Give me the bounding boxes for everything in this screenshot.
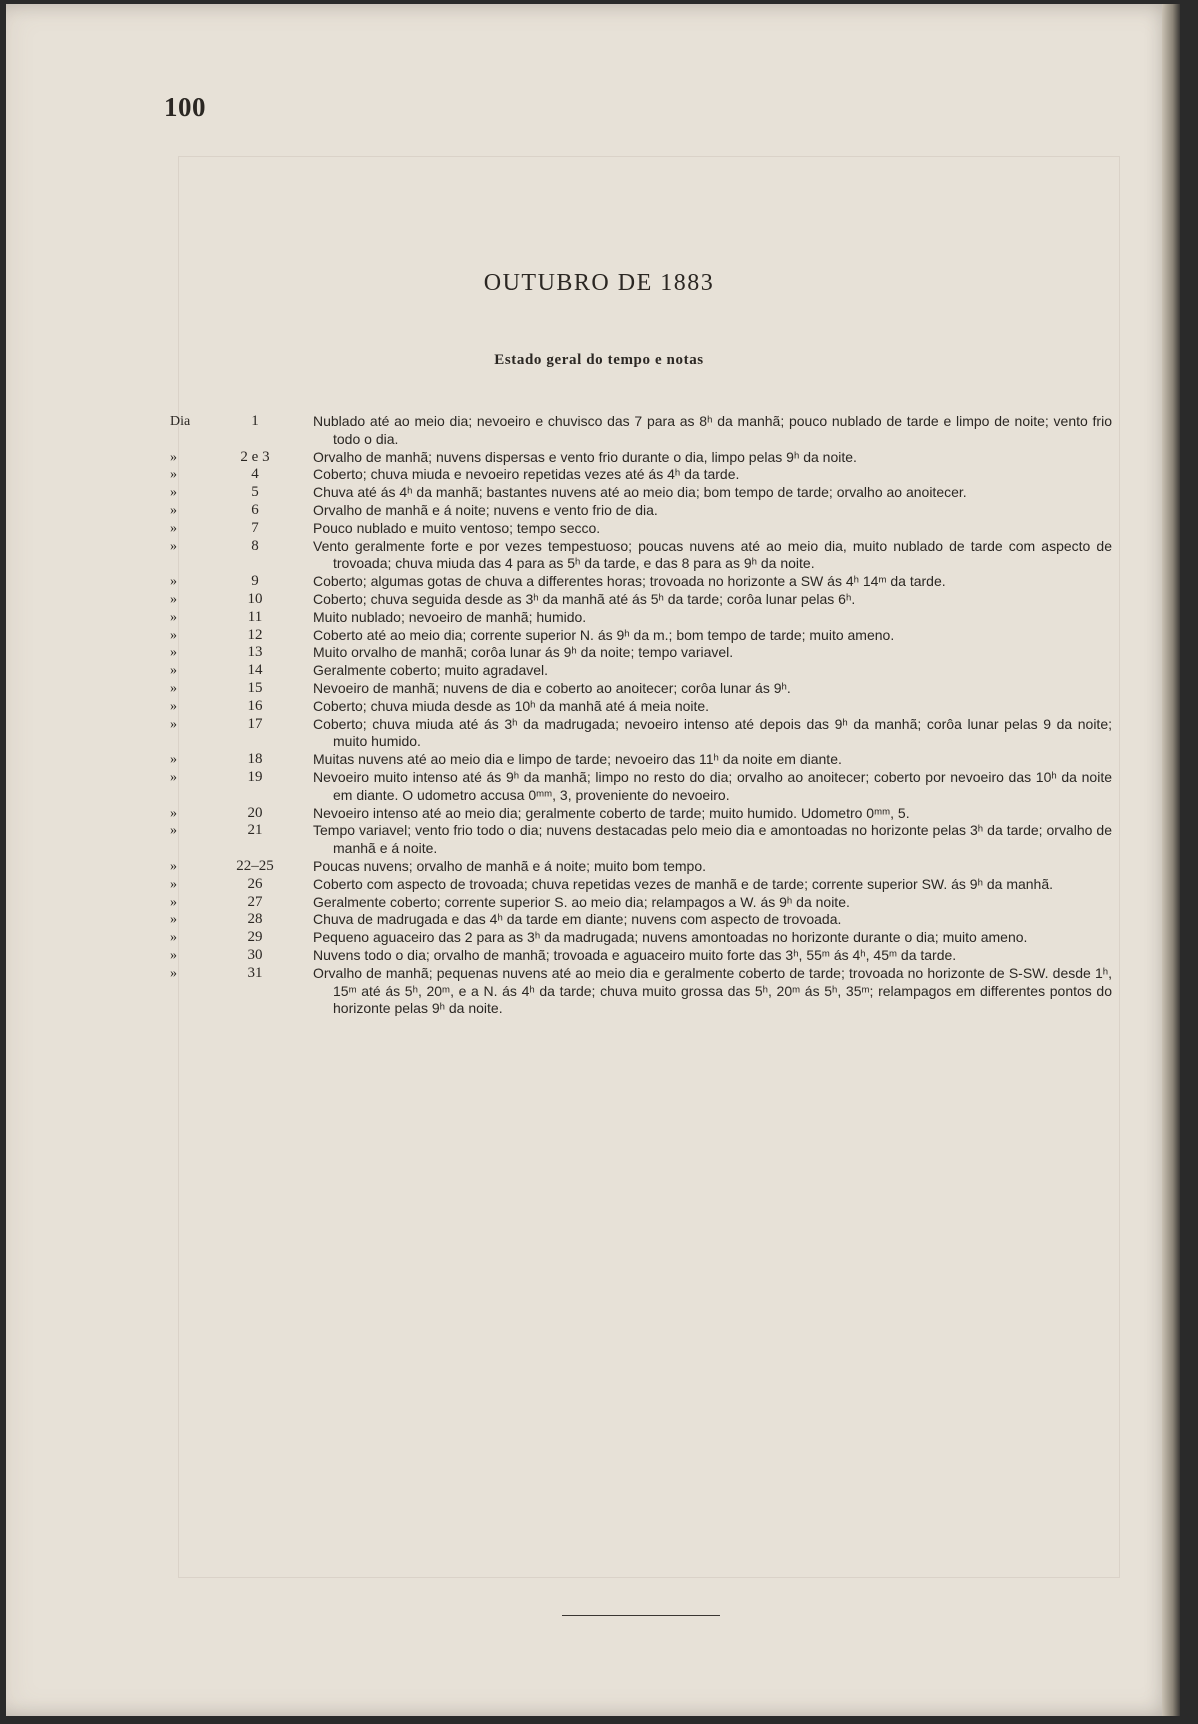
- weather-note-row: [0, 591, 1198, 609]
- day-prefix: »: [170, 965, 177, 981]
- day-prefix: »: [170, 858, 177, 874]
- weather-note-row: [0, 769, 1198, 805]
- weather-note-text: Nublado até ao meio dia; nevoeiro e chuvisco das 7 para as 8ʰ da manhã; pouco nublado de tarde e limpo de noite; vento frio todo o dia.: [313, 413, 1112, 447]
- day-number: 13: [247, 644, 263, 661]
- weather-note-row: [0, 609, 1198, 627]
- day-prefix: »: [170, 716, 177, 732]
- weather-note-text: Poucas nuvens; orvalho de manhã e á noite; muito bom tempo.: [313, 857, 707, 874]
- weather-note-row: [0, 911, 1198, 929]
- weather-note-row: [0, 858, 1198, 876]
- weather-note-text: Coberto; chuva seguida desde as 3ʰ da manhã até ás 5ʰ da tarde; corôa lunar pelas 6ʰ.: [313, 590, 856, 607]
- day-prefix: »: [170, 467, 177, 483]
- day-prefix: »: [170, 520, 177, 536]
- weather-note-text: Tempo variavel; vento frio todo o dia; nuvens destacadas pelo meio dia e amontoadas no horizonte pelas 3ʰ da tarde; orvalho de manhã e á noite.: [313, 822, 1112, 857]
- day-number: 9: [251, 573, 259, 590]
- weather-note-row: [0, 520, 1198, 538]
- weather-note-text: Nevoeiro de manhã; nuvens de dia e coberto ao anoitecer; corôa lunar ás 9ʰ.: [313, 679, 791, 696]
- weather-note-row: [0, 822, 1198, 858]
- day-number: 14: [247, 662, 263, 679]
- weather-note-row: [0, 698, 1198, 716]
- day-number: 16: [247, 697, 263, 714]
- section-subtitle: Estado geral do tempo e notas: [494, 352, 704, 368]
- day-prefix: »: [170, 680, 177, 696]
- day-prefix: »: [170, 663, 177, 679]
- weather-note-row: [0, 538, 1198, 574]
- day-prefix: »: [170, 894, 177, 910]
- day-prefix: »: [170, 876, 177, 892]
- weather-note-text: Coberto até ao meio dia; corrente superior N. ás 9ʰ da m.; bom tempo de tarde; muito ameno.: [313, 626, 895, 643]
- weather-note-text: Pequeno aguaceiro das 2 para as 3ʰ da madrugada; nuvens amontoadas no horizonte durante o dia; muito ameno.: [313, 929, 1028, 946]
- day-prefix: »: [170, 449, 177, 465]
- weather-note-row: [0, 573, 1198, 591]
- weather-note-row: [0, 644, 1198, 662]
- weather-note-text: Chuva de madrugada e das 4ʰ da tarde em diante; nuvens com aspecto de trovoada.: [313, 911, 842, 928]
- day-prefix: »: [170, 698, 177, 714]
- weather-note-row: [0, 716, 1198, 752]
- weather-note-text: Nevoeiro intenso até ao meio dia; geralmente coberto de tarde; muito humido. Udometro 0ᵐᵐ, 5.: [313, 804, 910, 821]
- weather-note-text: Vento geralmente forte e por vezes tempestuoso; poucas nuvens até ao meio dia, muito nublado de tarde com aspecto de trovoada; chuva miuda das 4 para as 5ʰ da tarde, e das 8 para as 9ʰ da noite.: [313, 537, 1112, 572]
- weather-note-text: Muito orvalho de manhã; corôa lunar ás 9ʰ da noite; tempo variavel.: [313, 644, 734, 661]
- day-prefix: »: [170, 930, 177, 946]
- day-number: 22–25: [236, 857, 274, 874]
- weather-note-text: Coberto; algumas gotas de chuva a differentes horas; trovoada no horizonte a SW ás 4ʰ 14ᵐ da tarde.: [313, 573, 946, 590]
- day-number: 11: [247, 608, 263, 625]
- weather-note-row: [0, 680, 1198, 698]
- weather-note-text: Coberto com aspecto de trovoada; chuva repetidas vezes de manhã e de tarde; corrente superior SW. ás 9ʰ da manhã.: [313, 875, 1054, 892]
- day-prefix: »: [170, 752, 177, 768]
- day-number: 5: [251, 484, 259, 501]
- weather-note-row: [0, 502, 1198, 520]
- weather-note-row: [0, 805, 1198, 823]
- day-prefix: »: [170, 591, 177, 607]
- day-number: 29: [247, 929, 263, 946]
- day-number: 8: [251, 537, 259, 554]
- day-number: 26: [247, 875, 263, 892]
- day-number: 17: [247, 715, 263, 732]
- day-prefix: »: [170, 502, 177, 518]
- weather-note-text: Nuvens todo o dia; orvalho de manhã; trovoada e aguaceiro muito forte das 3ʰ, 55ᵐ ás 4ʰ, 45ᵐ da tarde.: [313, 946, 957, 963]
- weather-note-row: [0, 751, 1198, 769]
- day-number: 10: [247, 590, 263, 607]
- weather-note-row: [0, 965, 1198, 1018]
- day-number: 19: [247, 768, 263, 785]
- weather-note-text: Muito nublado; nevoeiro de manhã; humido.: [313, 608, 587, 625]
- weather-note-text: Coberto; chuva miuda desde as 10ʰ da manhã até á meia noite.: [313, 697, 710, 714]
- day-prefix: »: [170, 538, 177, 554]
- weather-note-row: [0, 449, 1198, 467]
- weather-note-text: Pouco nublado e muito ventoso; tempo secco.: [313, 519, 601, 536]
- day-number: 20: [247, 804, 263, 821]
- day-number: 2 e 3: [240, 448, 270, 465]
- weather-note-row: [0, 876, 1198, 894]
- weather-note-text: Chuva até ás 4ʰ da manhã; bastantes nuvens até ao meio dia; bom tempo de tarde; orvalho ao anoitecer.: [313, 484, 967, 501]
- weather-note-row: [0, 947, 1198, 965]
- day-number: 27: [247, 893, 263, 910]
- weather-note-row: [0, 413, 1198, 449]
- weather-note-row: [0, 894, 1198, 912]
- weather-notes-list: [0, 413, 1198, 1018]
- closing-rule: [562, 1615, 720, 1616]
- day-number: 21: [247, 822, 263, 839]
- day-prefix: Dia: [170, 414, 191, 429]
- day-number: 30: [247, 946, 263, 963]
- day-number: 31: [247, 964, 263, 981]
- weather-note-row: [0, 662, 1198, 680]
- day-prefix: »: [170, 769, 177, 785]
- day-number: 28: [247, 911, 263, 928]
- weather-note-text: Coberto; chuva miuda e nevoeiro repetidas vezes até ás 4ʰ da tarde.: [313, 466, 740, 483]
- day-prefix: »: [170, 947, 177, 963]
- day-number: 12: [247, 626, 263, 643]
- weather-note-text: Geralmente coberto; muito agradavel.: [313, 662, 549, 679]
- weather-note-text: Orvalho de manhã e á noite; nuvens e vento frio de dia.: [313, 501, 658, 518]
- day-prefix: »: [170, 574, 177, 590]
- day-number: 6: [251, 501, 259, 518]
- day-number: 18: [247, 751, 263, 768]
- day-prefix: »: [170, 645, 177, 661]
- weather-note-text: Orvalho de manhã; nuvens dispersas e vento frio durante o dia, limpo pelas 9ʰ da noite.: [313, 448, 857, 465]
- day-prefix: »: [170, 609, 177, 625]
- weather-note-text: Orvalho de manhã; pequenas nuvens até ao meio dia e geralmente coberto de tarde; trovoada no horizonte de S-SW. desde 1ʰ, 15ᵐ até ás 5ʰ, 20ᵐ, e a N. ás 4ʰ da tarde; chuva muito grossa das 5ʰ, 20ᵐ ás 5ʰ, 35ᵐ; relampagos em differentes pontos do horizonte pelas 9ʰ da noite.: [313, 964, 1112, 1017]
- day-number: 4: [251, 466, 259, 483]
- weather-note-text: Muitas nuvens até ao meio dia e limpo de tarde; nevoeiro das 11ʰ da noite em diante.: [313, 751, 842, 768]
- weather-note-row: [0, 484, 1198, 502]
- day-prefix: »: [170, 823, 177, 839]
- page-number: 100: [164, 92, 206, 122]
- day-prefix: »: [170, 912, 177, 928]
- day-number: 15: [247, 679, 263, 696]
- day-number: 1: [251, 413, 259, 429]
- day-prefix: »: [170, 627, 177, 643]
- day-prefix: »: [170, 485, 177, 501]
- weather-note-row: [0, 627, 1198, 645]
- weather-note-text: Nevoeiro muito intenso até ás 9ʰ da manhã; limpo no resto do dia; orvalho ao anoitecer; coberto por nevoeiro das 10ʰ da noite em diante. O udometro accusa 0ᵐᵐ, 3, proveniente do nevoeiro.: [313, 768, 1112, 803]
- day-prefix: »: [170, 805, 177, 821]
- day-number: 7: [251, 519, 259, 536]
- weather-note-row: [0, 929, 1198, 947]
- weather-note-text: Geralmente coberto; corrente superior S. ao meio dia; relampagos a W. ás 9ʰ da noite.: [313, 893, 850, 910]
- page-title: OUTUBRO DE 1883: [483, 270, 715, 296]
- weather-note-row: [0, 466, 1198, 484]
- weather-note-text: Coberto; chuva miuda até ás 3ʰ da madrugada; nevoeiro intenso até depois das 9ʰ da manhã; corôa lunar pelas 9 da noite; muito humido.: [313, 715, 1112, 750]
